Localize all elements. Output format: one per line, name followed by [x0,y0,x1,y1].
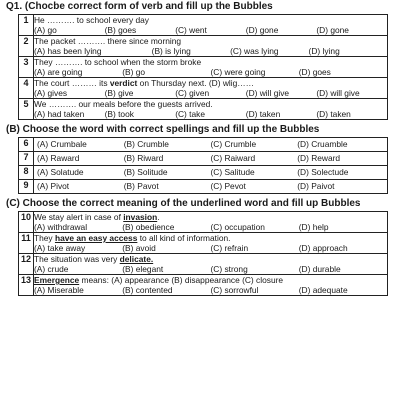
option-a[interactable]: (A) has been lying [34,46,102,56]
section-b-heading [0,123,400,137]
option-c[interactable]: (C) sorrowful [210,285,259,295]
meaning-row-11 [19,233,388,254]
option-b[interactable]: (B) give [104,88,134,98]
question-stem [34,233,387,243]
option-b[interactable]: (B) go [122,67,146,77]
option-c[interactable]: (C) Raiward [210,153,256,163]
underlined-word: delicate. [119,254,154,264]
question-stem [34,212,387,222]
question-row-2 [19,36,388,57]
option-c[interactable]: (C) Salitude [210,167,255,177]
question-number: 4 [19,78,34,99]
spelling-row-9 [19,180,388,194]
stem-text-pre: The court ……… its [34,78,110,88]
option-c[interactable]: (C) were going [210,67,266,77]
section-c-title-bold: Bubbles [321,198,361,209]
option-b[interactable]: (B) took [104,109,134,119]
stem-text-pre: They [34,233,55,243]
section-a-title: (Chocbe correct form of verb and fill up the [24,1,234,12]
option-c[interactable]: (C) occupation [210,222,265,232]
option-d-repeat[interactable]: (D) gone [316,25,349,35]
question-row-4 [19,78,388,99]
option-d-repeat[interactable]: (D) taken [316,109,351,119]
option-a[interactable]: (A) take away [34,243,86,253]
question-number: 10 [19,212,34,233]
section-b-table [18,137,388,194]
meaning-row-10 [19,212,388,233]
options-row [34,67,387,77]
section-c-table [18,211,388,296]
option-c[interactable]: (C) refrain [210,243,249,253]
option-d[interactable]: (D) goes [298,67,331,77]
section-a-table [18,14,388,120]
question-number: 9 [19,180,34,194]
option-a[interactable]: (A) Crumbale [37,139,87,149]
question-number: 7 [19,152,34,166]
spelling-row-8 [19,166,388,180]
option-c[interactable]: (C) given [175,88,210,98]
options-row [34,88,387,98]
question-number: 11 [19,233,34,254]
section-a-title-bold: Bubbles [233,1,273,12]
option-b[interactable]: (B) avoid [122,243,156,253]
options-row [37,167,384,178]
question-number: 2 [19,36,34,57]
section-b-letter: (B) [6,124,20,135]
option-d[interactable]: (D) Solectude [297,167,349,177]
stem-text-post: means: (A) appearance (B) disappearance (C) closure [79,275,284,285]
option-c[interactable]: (C) was lying [230,46,279,56]
question-stem: The packet ………. there since morning [34,36,182,46]
question-number: 1 [19,15,34,36]
option-a[interactable]: (A) Raward [37,153,80,163]
section-a-heading [0,0,400,14]
option-d[interactable]: (D) durable [298,264,341,274]
option-d[interactable]: (D) Reward [297,153,341,163]
option-d[interactable]: (D) lying [308,46,340,56]
question-stem: They ………. to school when the storm broke [34,57,202,67]
option-b[interactable]: (B) elegant [122,264,164,274]
option-a[interactable]: (A) had taken [34,109,85,119]
option-a[interactable]: (A) are going [34,67,83,77]
question-number: 3 [19,57,34,78]
question-number: 8 [19,166,34,180]
option-d-repeat[interactable]: (D) will give [316,88,360,98]
option-d[interactable]: (D) will give [245,88,290,98]
option-a[interactable]: (A) withdrawal [34,222,88,232]
question-number: 5 [19,99,34,120]
meaning-row-12 [19,254,388,275]
option-d[interactable]: (D) Paivot [297,181,335,191]
section-b-title-bold: Bubbles [279,124,320,135]
option-b[interactable]: (B) Riward [123,153,164,163]
question-stem [34,275,387,285]
stem-text-post: . [157,212,160,222]
option-d[interactable]: (D) approach [298,243,348,253]
underlined-word: invasion [123,212,158,222]
options-row [34,109,387,119]
option-a[interactable]: (A) go [34,25,57,35]
option-b[interactable]: (B) goes [104,25,137,35]
question-stem: He ………. to school every day [34,15,149,25]
stem-bold-word: verdict [109,78,138,88]
options-row [34,285,387,295]
option-b[interactable]: (B) is lying [151,46,191,56]
options-row [34,46,387,56]
option-c[interactable]: (C) take [175,109,205,119]
option-d[interactable]: (D) adequate [298,285,348,295]
option-d[interactable]: (D) Cruamble [297,139,348,149]
option-a[interactable]: (A) Pivot [37,181,70,191]
option-b[interactable]: (B) Pavot [123,181,159,191]
stem-text-pre: The situation was very [34,254,120,264]
question-stem [34,254,387,264]
stem-text-post: on Thursday next. (D) wlig…… [137,78,254,88]
section-c-heading [0,197,400,211]
option-c[interactable]: (C) Crumble [210,139,257,149]
question-stem [34,78,387,88]
section-c-title: Choose the correct meaning of the underlined word and fill up [22,198,322,209]
stem-text-pre: We stay alert in case of [34,212,124,222]
option-a[interactable]: (A) Miserable [34,285,84,295]
option-a[interactable]: (A) gives [34,88,68,98]
underlined-word: Emergence [34,275,80,285]
question-row-5 [19,99,388,120]
options-row [37,139,384,150]
options-row [37,153,384,164]
meaning-row-13 [19,275,388,296]
section-a-qnum: Q1. [6,1,23,12]
spelling-row-6 [19,138,388,152]
stem-text-post: to all kind of information. [137,233,231,243]
spelling-row-7 [19,152,388,166]
question-number: 12 [19,254,34,275]
question-row-1 [19,15,388,36]
option-b[interactable]: (B) Crumble [123,139,169,149]
question-stem: We ………. our meals before the guests arrived. [34,99,213,109]
option-d[interactable]: (D) gone [245,25,279,35]
options-row [34,222,387,232]
options-row [34,25,387,35]
option-c[interactable]: (C) went [175,25,207,35]
option-a[interactable]: (A) crude [34,264,69,274]
underlined-word: have an easy access [54,233,138,243]
option-a[interactable]: (A) Solatude [37,167,84,177]
option-d[interactable]: (D) help [298,222,329,232]
option-d[interactable]: (D) taken [245,109,281,119]
question-row-3 [19,57,388,78]
option-b[interactable]: (B) contented [122,285,173,295]
options-row [37,181,384,192]
section-b-title: Choose the word with correct spellings and fill up the [22,124,280,135]
options-row [34,243,387,253]
options-row [34,264,387,274]
option-b[interactable]: (B) obedience [122,222,175,232]
option-c[interactable]: (C) strong [210,264,248,274]
question-number: 6 [19,138,34,152]
option-c[interactable]: (C) Pevot [210,181,246,191]
option-b[interactable]: (B) Solitude [123,167,168,177]
question-number: 13 [19,275,34,296]
section-c-letter: (C) [6,198,20,209]
